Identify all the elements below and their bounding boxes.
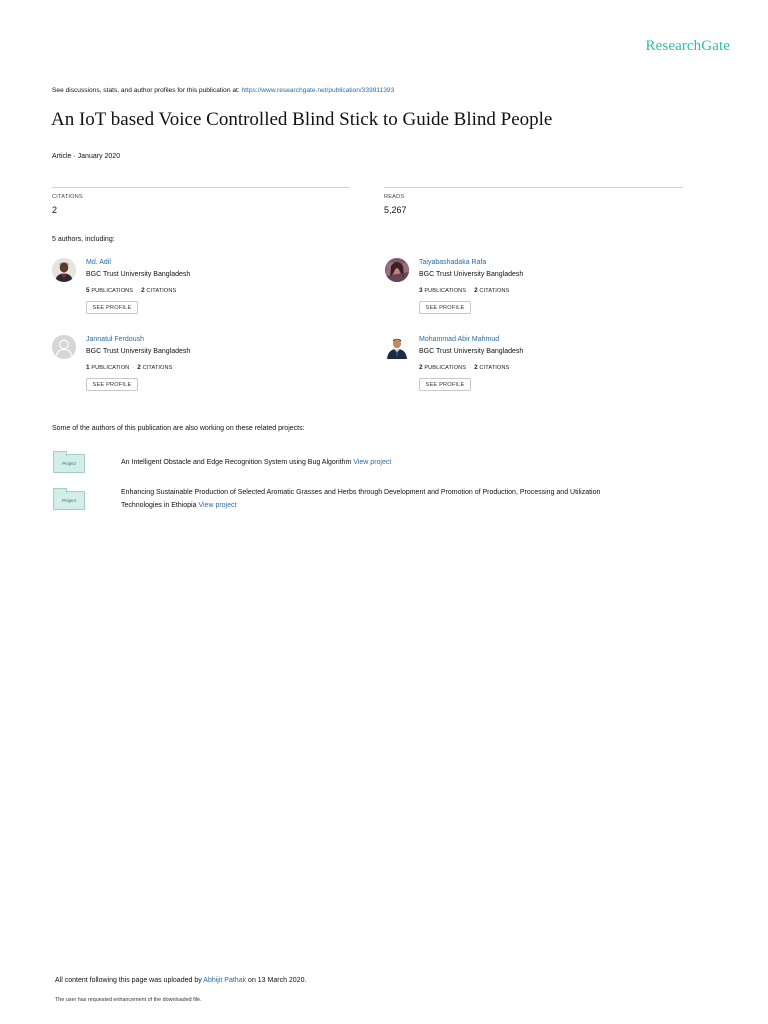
project-title: An Intelligent Obstacle and Edge Recognition System using Bug Algorithm [121,459,352,466]
projects-heading: Some of the authors of this publication are also working on these related projects: [52,425,305,432]
publication-count-label: PUBLICATION [91,365,130,371]
avatar[interactable] [385,258,409,282]
project-title-line: Technologies in Ethiopia [121,502,197,509]
citations-label: CITATIONS [52,194,83,200]
author-card [385,258,685,328]
separator: · [136,288,139,294]
enhancement-note: The user has requested enhancement of the downloaded file. [55,997,202,1003]
publication-count: 2 [419,364,423,371]
publication-count-label: PUBLICATIONS [424,288,467,294]
citation-count-label: CITATIONS [142,365,173,371]
project-folder-icon[interactable] [53,454,85,473]
project-title-line: Enhancing Sustainable Production of Selected Aromatic Grasses and Herbs through Development and Promotion of Production, Processing and Utilization [121,489,601,496]
author-card [52,335,352,405]
author-counts [419,287,509,294]
author-affiliation: BGC Trust University Bangladesh [86,271,191,278]
project-item [121,486,721,512]
citation-count-label: CITATIONS [479,288,510,294]
citations-divider [52,187,350,188]
see-profile-button[interactable]: SEE PROFILE [419,301,471,314]
project-title-line [121,499,721,512]
separator: · [132,365,135,371]
publication-meta: Article · January 2020 [52,153,121,160]
see-profile-button[interactable]: SEE PROFILE [419,378,471,391]
folder-label: Project [62,498,76,503]
see-discussions-text: See discussions, stats, and author profiles for this publication at: [52,87,240,94]
authors-heading: 5 authors, including: [52,236,115,243]
view-project-link[interactable]: View project [353,459,392,466]
author-card [385,335,685,405]
view-project-link[interactable]: View project [198,502,237,509]
publication-title: An IoT based Voice Controlled Blind Stick to Guide Blind People [51,109,553,130]
upload-note [55,977,306,984]
author-name[interactable]: Md. Adil [86,259,111,266]
author-name[interactable]: Mohammad Abir Mahmud [419,336,500,343]
author-affiliation: BGC Trust University Bangladesh [419,271,524,278]
author-affiliation: BGC Trust University Bangladesh [86,348,191,355]
reads-value: 5,267 [384,205,407,215]
citation-count: 2 [137,364,141,371]
publication-count-label: PUBLICATIONS [91,288,134,294]
author-affiliation: BGC Trust University Bangladesh [419,348,524,355]
see-profile-button[interactable]: SEE PROFILE [86,378,138,391]
citation-count-label: CITATIONS [479,365,510,371]
author-counts [86,287,176,294]
publication-count: 5 [86,287,90,294]
publication-count: 3 [419,287,423,294]
avatar[interactable] [385,335,409,359]
avatar[interactable] [52,335,76,359]
reads-divider [384,187,683,188]
project-folder-icon[interactable] [53,491,85,510]
researchgate-logo[interactable]: ResearchGate [645,38,730,54]
see-discussions-line [52,87,394,94]
see-profile-button[interactable]: SEE PROFILE [86,301,138,314]
citation-count: 2 [141,287,145,294]
reads-label: READS [384,194,405,200]
publication-count: 1 [86,364,90,371]
author-name[interactable]: Jannatul Ferdoush [86,336,144,343]
publication-count-label: PUBLICATIONS [424,365,467,371]
project-item [121,456,391,469]
author-counts [86,364,172,371]
upload-suffix: on 13 March 2020. [248,977,307,984]
citation-count-label: CITATIONS [146,288,177,294]
author-name[interactable]: Taiyabashadaka Rafa [419,259,487,266]
upload-prefix: All content following this page was uploaded by [55,977,202,984]
uploader-link[interactable]: Abhijit Pathak [203,977,247,984]
separator: · [469,365,472,371]
author-counts [419,364,509,371]
citations-value: 2 [52,205,58,215]
citation-count: 2 [474,287,478,294]
avatar[interactable] [52,258,76,282]
publication-url-link[interactable]: https://www.researchgate.net/publication/339911393 [241,87,395,94]
citation-count: 2 [474,364,478,371]
folder-label: Project [62,461,76,466]
author-card [52,258,352,328]
separator: · [469,288,472,294]
